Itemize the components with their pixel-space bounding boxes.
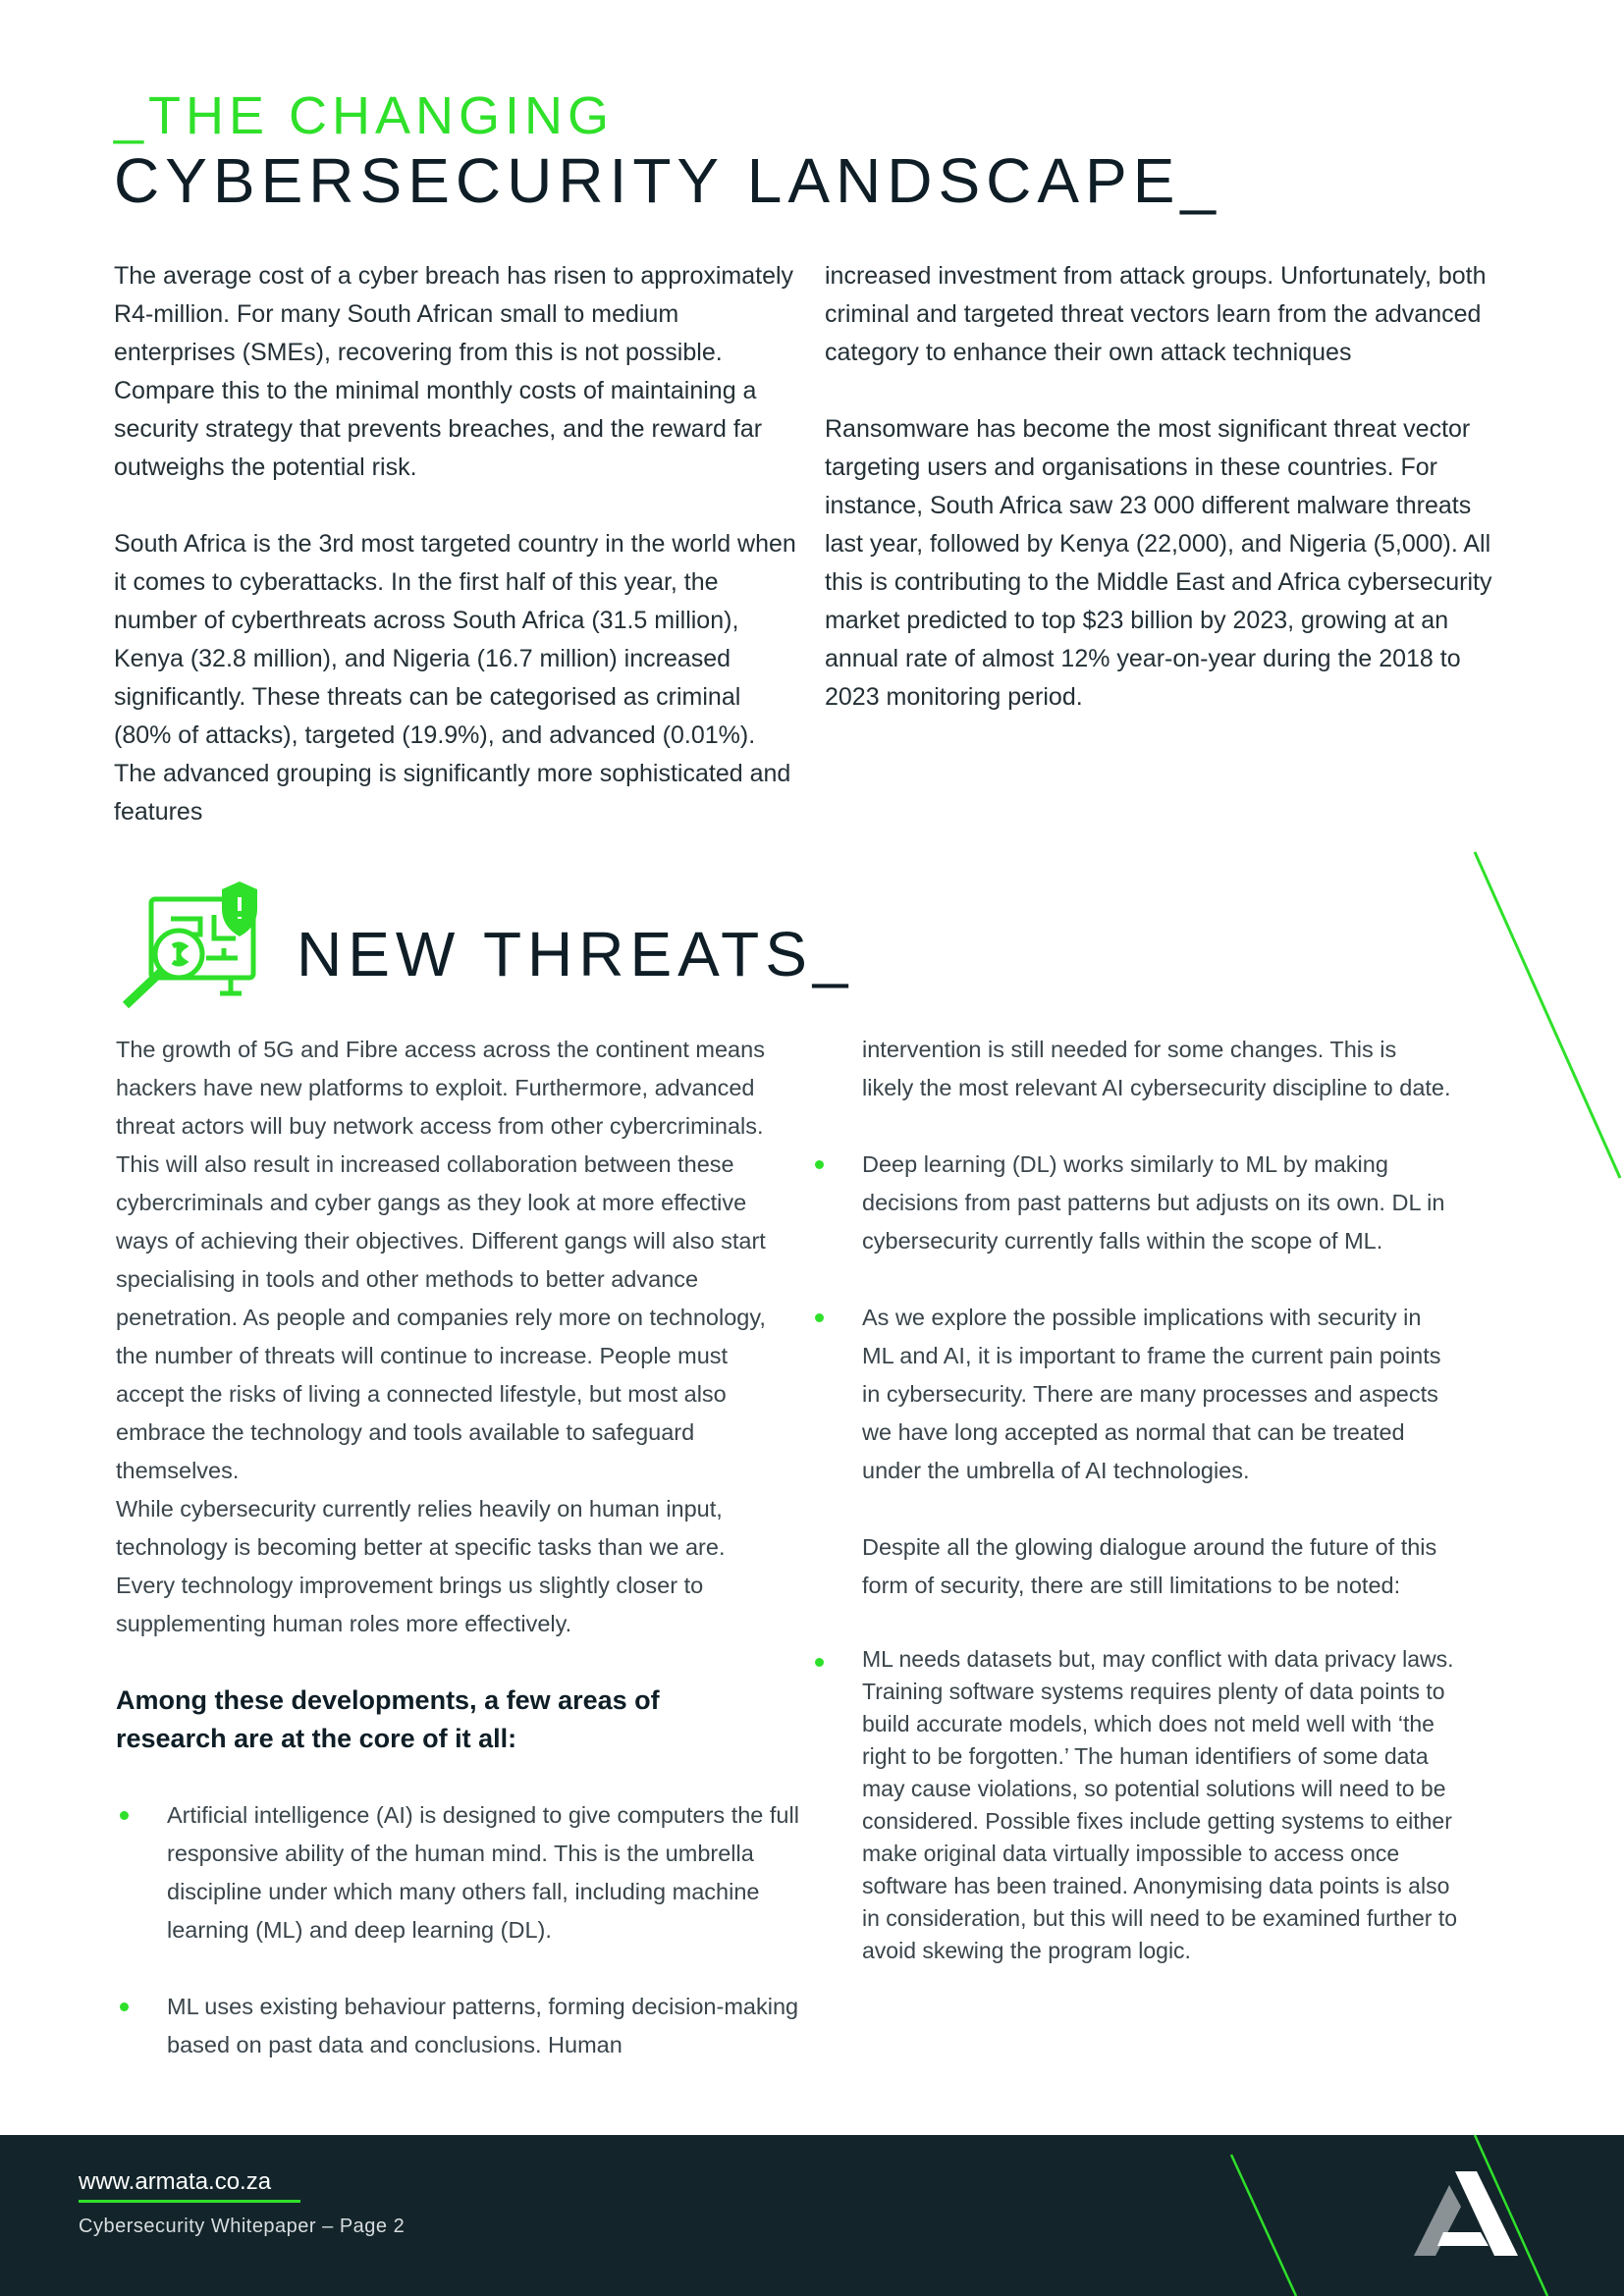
heading-line-1: _THE CHANGING [114,86,615,145]
list-item [116,1988,815,2064]
list-item [811,1299,1510,1490]
threat-monitor-icon [116,876,263,1013]
list-item-text: ML uses existing behaviour patterns, forming decision-making based on past data and conclusions. Human [167,1994,799,2057]
threats-paragraph: Despite all the glowing dialogue around the future of this form of security, there are still limitations to be noted: [862,1534,1437,1598]
intro-paragraph: The average cost of a cyber breach has risen to approximately R4-million. For many South African small to medium enterprises (SMEs), recovering from this is not possible. Compare this to the minimal monthly costs of maintaining a security strategy that prevents breaches, and the reward far outweighs the potential risk. [114,262,794,481]
list-item [116,1796,815,1949]
list-item-text: As we explore the possible implications with security in ML and AI, it is important to frame the current pain points in cybersecurity. There are many processes and aspects we have long accepted as normal that can be treated under the umbrella of AI technologies. [862,1305,1441,1483]
page-title: CYBERSECURITY LANDSCAPE_ [114,145,1221,216]
list-item-text: Deep learning (DL) works similarly to ML by making decisions from past patterns but adjusts on its own. DL in cybersecurity currently falls within the scope of ML. [862,1151,1445,1254]
list-item-text: ML needs datasets but, may conflict with data privacy laws. Training software systems requires plenty of data points to build accurate models, which does not meld well with ‘the right to be forgotten.’ The human identifiers of some data may cause violations, so potential solutions will need to be considered. Possible fixes include getting systems to either make original data virtually impossible to access once software has been trained. Anonymising data points is also in consideration, but this will need to be examined further to avoid skewing the program logic. [862,1646,1458,1963]
intro-paragraph: Ransomware has become the most significant threat vector targeting users and organisations in these countries. For instance, South Africa saw 23 000 different malware threats last year, followed by Kenya (22,000), and Nigeria (5,000). All this is contributing to the Middle East and Africa cybersecurity market predicted to top $23 billion by 2023, growing at an annual rate of almost 12% year-on-year during the 2018 to 2023 monitoring period. [825,415,1492,711]
bullet-icon [815,1160,824,1169]
intro-left-column [114,257,801,870]
armata-logo-icon [1410,2163,1528,2262]
list-item [811,1146,1510,1260]
bullet-icon [815,1313,824,1322]
intro-paragraph: increased investment from attack groups. Unfortunately, both criminal and targeted threat vectors learn from the advanced category to enhance their own attack techniques [825,262,1487,366]
threats-paragraph: The growth of 5G and Fibre access across the continent means hackers have new platforms to exploit. Furthermore, advanced threat actors will buy network access from other cybercriminals. This will also result in increased collaboration between these cybercriminals and cyber gangs as they look at more effective ways of achieving their objectives. Different gangs will also start specialising in tools and other methods to better advance penetration. As people and companies rely more on technology, the number of threats will continue to increase. People must accept the risks of living a connected lifestyle, but most also embrace the technology and tools available to safeguard themselves. [116,1037,766,1483]
subheading: Among these developments, a few areas of research are at the core of it all: [116,1685,660,1753]
intro-right-column [825,257,1512,755]
list-item-text: Artificial intelligence (AI) is designed to give computers the full responsive ability of the human mind. This is the umbrella discipline under which many others fall, including machine learning (ML) and deep learning (DL). [167,1802,799,1943]
list-item [811,1643,1510,1967]
footer-page-label: Cybersecurity Whitepaper – Page 2 [79,2216,406,2237]
bullet-icon [120,2002,129,2011]
threats-left-column [116,1031,799,2064]
bullet-icon [120,1811,129,1820]
footer-website-link[interactable]: www.armata.co.za [79,2168,272,2195]
section-title-new-threats: NEW THREATS_ [297,919,854,989]
footer-link-underline [79,2200,300,2203]
threats-paragraph: While cybersecurity currently relies heavily on human input, technology is becoming better at specific tasks than we are. Every technology improvement brings us slightly closer to supplementing human roles more effectively. [116,1496,726,1636]
threats-paragraph: intervention is still needed for some changes. This is likely the most relevant AI cybersecurity discipline to date. [862,1037,1451,1100]
threats-right-column [811,1031,1489,1967]
intro-paragraph: South Africa is the 3rd most targeted country in the world when it comes to cyberattacks. In the first half of this year, the number of cyberthreats across South Africa (31.5 million), Kenya (32.8 million), and Nigeria (16.7 million) increased significantly. These threats can be categorised as criminal (80% of attacks), targeted (19.9%), and advanced (0.01%). The advanced grouping is significantly more sophisticated and features [114,530,796,826]
bullet-icon [815,1658,824,1667]
